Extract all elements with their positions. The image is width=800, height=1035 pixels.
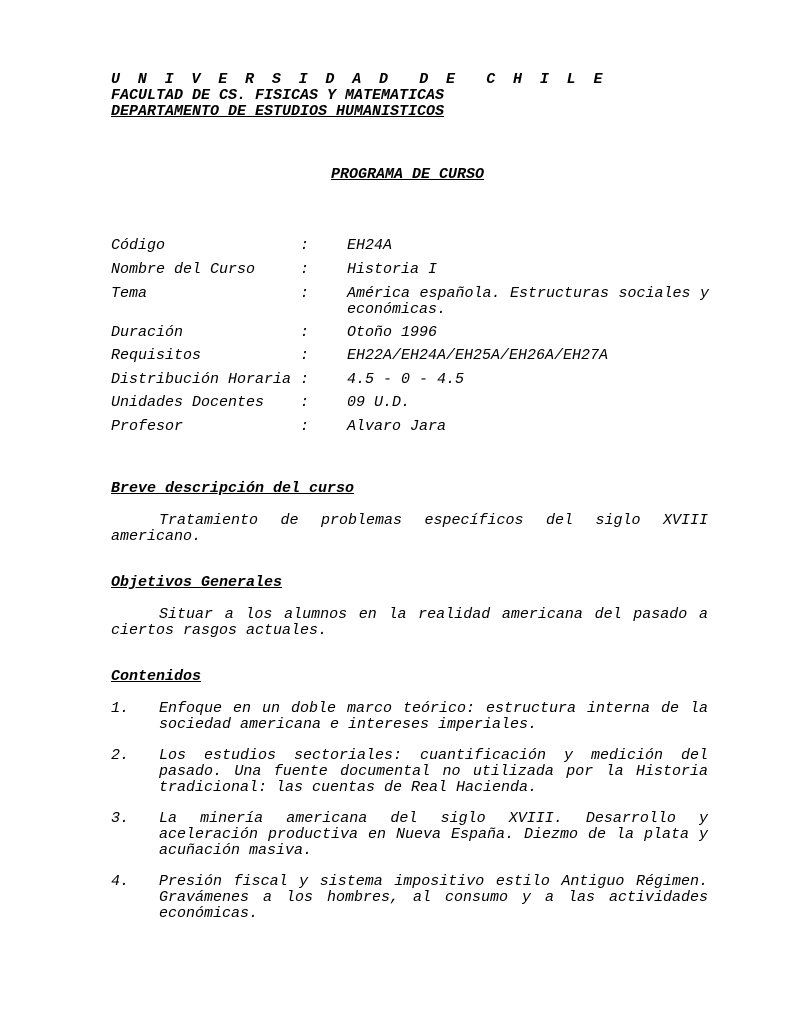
info-colon: : [300,324,310,341]
info-colon: : [300,261,310,278]
info-value: EH22A/EH24A/EH25A/EH26A/EH27A [347,347,609,364]
info-value: Otoño 1996 [347,324,438,341]
section-heading-objetivos: Objetivos Generales [111,574,283,591]
info-colon: : [300,394,310,411]
info-label: Unidades Docentes [111,394,265,411]
list-item-text: Enfoque en un doble marco teórico: estructura interna de la sociedad americana e intereses imperiales. [159,700,708,733]
page-title: PROGRAMA DE CURSO [331,166,485,183]
info-label: Tema [111,285,148,302]
list-item-number: 3. [111,810,130,827]
info-colon: : [300,418,310,435]
department-name: DEPARTAMENTO DE ESTUDIOS HUMANISTICOS [111,103,445,120]
info-colon: : [300,237,310,254]
section-heading-descripcion: Breve descripción del curso [111,480,355,497]
objetivos-paragraph [111,607,708,639]
objetivos-text: Situar a los alumnos en la realidad americana del pasado a ciertos rasgos actuales. [111,606,708,639]
list-item-number: 1. [111,700,130,717]
info-label: Código [111,237,166,254]
info-value: 4.5 - 0 - 4.5 [347,371,465,388]
list-item-number: 4. [111,873,130,890]
info-label: Profesor [111,418,184,435]
info-value: 09 U.D. [347,394,411,411]
list-item-text: Los estudios sectoriales: cuantificación y medición del pasado. Una fuente documental no utilizada por la Historia tradicional: las cuentas de Real Hacienda. [159,747,708,796]
descripcion-text: Tratamiento de problemas específicos del siglo XVIII americano. [111,512,708,545]
list-item-text: La minería americana del siglo XVIII. Desarrollo y aceleración productiva en Nueva España. Diezmo de la plata y acuñación masiva. [159,810,708,859]
list-item-number: 2. [111,747,130,764]
info-colon: : [300,371,310,388]
info-colon: : [300,285,310,302]
descripcion-paragraph [111,513,708,545]
university-name: U N I V E R S I D A D D E C H I L E [111,71,607,88]
info-value: Historia I [347,261,438,278]
section-heading-contenidos: Contenidos [111,668,202,685]
faculty-name: FACULTAD DE CS. FISICAS Y MATEMATICAS [111,87,445,104]
info-value: América española. Estructuras sociales y económicas. [347,285,709,318]
info-label: Distribución Horaria [111,371,292,388]
info-colon: : [300,347,310,364]
info-value: EH24A [347,237,393,254]
info-label: Requisitos [111,347,202,364]
info-label: Duración [111,324,184,341]
info-value: Alvaro Jara [347,418,447,435]
info-label: Nombre del Curso [111,261,256,278]
list-item-text: Presión fiscal y sistema impositivo estilo Antiguo Régimen. Gravámenes a los hombres, al consumo y a las actividades económicas. [159,873,708,922]
